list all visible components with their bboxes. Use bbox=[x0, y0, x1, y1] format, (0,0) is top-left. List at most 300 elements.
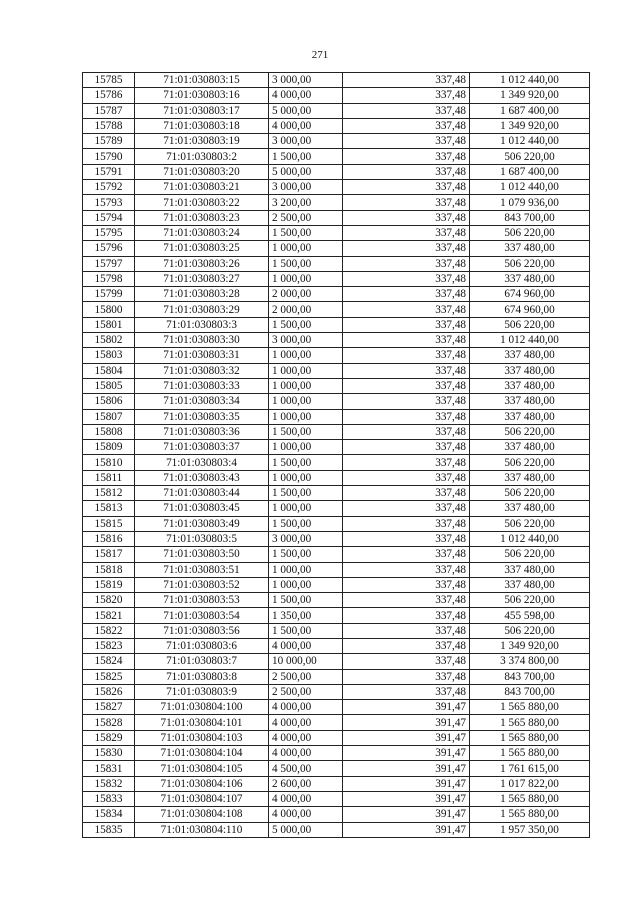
row-number-cell: 15798 bbox=[83, 271, 135, 286]
area-cell: 1 500,00 bbox=[269, 256, 343, 271]
cadastral-number-cell: 71:01:030803:22 bbox=[135, 195, 269, 210]
total-value-cell: 843 700,00 bbox=[470, 669, 590, 684]
unit-price-cell: 391,47 bbox=[343, 715, 470, 730]
total-value-cell: 1 565 880,00 bbox=[470, 700, 590, 715]
cadastral-number-cell: 71:01:030803:45 bbox=[135, 501, 269, 516]
area-cell: 3 000,00 bbox=[269, 73, 343, 88]
total-value-cell: 506 220,00 bbox=[470, 516, 590, 531]
row-number-cell: 15826 bbox=[83, 684, 135, 699]
table-row bbox=[83, 654, 590, 669]
unit-price-cell: 337,48 bbox=[343, 669, 470, 684]
table-row bbox=[83, 256, 590, 271]
area-cell: 1 500,00 bbox=[269, 455, 343, 470]
unit-price-cell: 337,48 bbox=[343, 577, 470, 592]
area-cell: 1 500,00 bbox=[269, 486, 343, 501]
area-cell: 1 500,00 bbox=[269, 317, 343, 332]
cadastral-number-cell: 71:01:030803:4 bbox=[135, 455, 269, 470]
unit-price-cell: 337,48 bbox=[343, 225, 470, 240]
total-value-cell: 337 480,00 bbox=[470, 241, 590, 256]
row-number-cell: 15818 bbox=[83, 562, 135, 577]
area-cell: 3 000,00 bbox=[269, 333, 343, 348]
area-cell: 1 350,00 bbox=[269, 608, 343, 623]
area-cell: 4 000,00 bbox=[269, 715, 343, 730]
area-cell: 4 000,00 bbox=[269, 730, 343, 745]
total-value-cell: 337 480,00 bbox=[470, 348, 590, 363]
row-number-cell: 15785 bbox=[83, 73, 135, 88]
total-value-cell: 506 220,00 bbox=[470, 486, 590, 501]
table-row bbox=[83, 822, 590, 837]
total-value-cell: 1 957 350,00 bbox=[470, 822, 590, 837]
row-number-cell: 15816 bbox=[83, 531, 135, 546]
row-number-cell: 15792 bbox=[83, 180, 135, 195]
total-value-cell: 337 480,00 bbox=[470, 271, 590, 286]
table-row bbox=[83, 195, 590, 210]
table-row bbox=[83, 348, 590, 363]
total-value-cell: 1 687 400,00 bbox=[470, 164, 590, 179]
unit-price-cell: 337,48 bbox=[343, 486, 470, 501]
total-value-cell: 337 480,00 bbox=[470, 501, 590, 516]
cadastral-number-cell: 71:01:030803:35 bbox=[135, 409, 269, 424]
cadastral-number-cell: 71:01:030804:108 bbox=[135, 807, 269, 822]
unit-price-cell: 337,48 bbox=[343, 287, 470, 302]
cadastral-number-cell: 71:01:030803:9 bbox=[135, 684, 269, 699]
unit-price-cell: 337,48 bbox=[343, 424, 470, 439]
table-row bbox=[83, 149, 590, 164]
row-number-cell: 15790 bbox=[83, 149, 135, 164]
total-value-cell: 1 565 880,00 bbox=[470, 715, 590, 730]
unit-price-cell: 391,47 bbox=[343, 761, 470, 776]
area-cell: 3 000,00 bbox=[269, 531, 343, 546]
area-cell: 1 000,00 bbox=[269, 241, 343, 256]
cadastral-number-cell: 71:01:030803:56 bbox=[135, 623, 269, 638]
unit-price-cell: 391,47 bbox=[343, 791, 470, 806]
total-value-cell: 843 700,00 bbox=[470, 210, 590, 225]
table-row bbox=[83, 791, 590, 806]
table-row bbox=[83, 562, 590, 577]
unit-price-cell: 391,47 bbox=[343, 776, 470, 791]
total-value-cell: 506 220,00 bbox=[470, 317, 590, 332]
area-cell: 4 000,00 bbox=[269, 791, 343, 806]
unit-price-cell: 391,47 bbox=[343, 822, 470, 837]
table-row bbox=[83, 409, 590, 424]
cadastral-number-cell: 71:01:030803:23 bbox=[135, 210, 269, 225]
area-cell: 1 000,00 bbox=[269, 440, 343, 455]
row-number-cell: 15807 bbox=[83, 409, 135, 424]
total-value-cell: 1 761 615,00 bbox=[470, 761, 590, 776]
cadastral-number-cell: 71:01:030803:28 bbox=[135, 287, 269, 302]
area-cell: 1 000,00 bbox=[269, 409, 343, 424]
table-row bbox=[83, 271, 590, 286]
total-value-cell: 506 220,00 bbox=[470, 149, 590, 164]
table-row bbox=[83, 394, 590, 409]
area-cell: 4 000,00 bbox=[269, 746, 343, 761]
unit-price-cell: 337,48 bbox=[343, 271, 470, 286]
table-row bbox=[83, 210, 590, 225]
unit-price-cell: 337,48 bbox=[343, 608, 470, 623]
row-number-cell: 15794 bbox=[83, 210, 135, 225]
total-value-cell: 337 480,00 bbox=[470, 409, 590, 424]
unit-price-cell: 337,48 bbox=[343, 531, 470, 546]
table-row bbox=[83, 88, 590, 103]
unit-price-cell: 337,48 bbox=[343, 118, 470, 133]
total-value-cell: 1 565 880,00 bbox=[470, 746, 590, 761]
total-value-cell: 1 012 440,00 bbox=[470, 180, 590, 195]
unit-price-cell: 337,48 bbox=[343, 256, 470, 271]
table-row bbox=[83, 363, 590, 378]
area-cell: 1 000,00 bbox=[269, 577, 343, 592]
total-value-cell: 1 565 880,00 bbox=[470, 807, 590, 822]
cadastral-number-cell: 71:01:030803:21 bbox=[135, 180, 269, 195]
total-value-cell: 1 349 920,00 bbox=[470, 88, 590, 103]
row-number-cell: 15821 bbox=[83, 608, 135, 623]
page-number: 271 bbox=[311, 49, 329, 61]
cadastral-number-cell: 71:01:030803:31 bbox=[135, 348, 269, 363]
area-cell: 1 500,00 bbox=[269, 516, 343, 531]
cadastral-number-cell: 71:01:030803:2 bbox=[135, 149, 269, 164]
table-row bbox=[83, 501, 590, 516]
area-cell: 2 500,00 bbox=[269, 684, 343, 699]
row-number-cell: 15810 bbox=[83, 455, 135, 470]
unit-price-cell: 337,48 bbox=[343, 654, 470, 669]
cadastral-number-cell: 71:01:030804:104 bbox=[135, 746, 269, 761]
table-row bbox=[83, 103, 590, 118]
area-cell: 1 500,00 bbox=[269, 623, 343, 638]
total-value-cell: 1 012 440,00 bbox=[470, 333, 590, 348]
cadastral-number-cell: 71:01:030804:106 bbox=[135, 776, 269, 791]
table-row bbox=[83, 378, 590, 393]
table-row bbox=[83, 118, 590, 133]
cadastral-number-cell: 71:01:030803:32 bbox=[135, 363, 269, 378]
area-cell: 1 000,00 bbox=[269, 348, 343, 363]
area-cell: 4 000,00 bbox=[269, 118, 343, 133]
row-number-cell: 15787 bbox=[83, 103, 135, 118]
area-cell: 3 000,00 bbox=[269, 180, 343, 195]
table-row bbox=[83, 333, 590, 348]
row-number-cell: 15812 bbox=[83, 486, 135, 501]
cadastral-number-cell: 71:01:030803:15 bbox=[135, 73, 269, 88]
table-row bbox=[83, 593, 590, 608]
row-number-cell: 15799 bbox=[83, 287, 135, 302]
cadastral-number-cell: 71:01:030804:103 bbox=[135, 730, 269, 745]
cadastral-number-cell: 71:01:030803:29 bbox=[135, 302, 269, 317]
row-number-cell: 15802 bbox=[83, 333, 135, 348]
table-row bbox=[83, 516, 590, 531]
area-cell: 5 000,00 bbox=[269, 822, 343, 837]
unit-price-cell: 337,48 bbox=[343, 88, 470, 103]
unit-price-cell: 337,48 bbox=[343, 210, 470, 225]
total-value-cell: 337 480,00 bbox=[470, 440, 590, 455]
area-cell: 1 500,00 bbox=[269, 149, 343, 164]
cadastral-number-cell: 71:01:030803:6 bbox=[135, 638, 269, 653]
table-row bbox=[83, 730, 590, 745]
unit-price-cell: 337,48 bbox=[343, 164, 470, 179]
area-cell: 2 500,00 bbox=[269, 669, 343, 684]
cadastral-number-cell: 71:01:030803:3 bbox=[135, 317, 269, 332]
unit-price-cell: 337,48 bbox=[343, 409, 470, 424]
cadastral-number-cell: 71:01:030803:26 bbox=[135, 256, 269, 271]
table-row bbox=[83, 547, 590, 562]
unit-price-cell: 337,48 bbox=[343, 547, 470, 562]
total-value-cell: 337 480,00 bbox=[470, 394, 590, 409]
unit-price-cell: 337,48 bbox=[343, 333, 470, 348]
unit-price-cell: 337,48 bbox=[343, 638, 470, 653]
row-number-cell: 15817 bbox=[83, 547, 135, 562]
row-number-cell: 15793 bbox=[83, 195, 135, 210]
row-number-cell: 15830 bbox=[83, 746, 135, 761]
total-value-cell: 506 220,00 bbox=[470, 455, 590, 470]
row-number-cell: 15786 bbox=[83, 88, 135, 103]
area-cell: 4 500,00 bbox=[269, 761, 343, 776]
unit-price-cell: 337,48 bbox=[343, 394, 470, 409]
total-value-cell: 337 480,00 bbox=[470, 470, 590, 485]
table-row bbox=[83, 73, 590, 88]
unit-price-cell: 391,47 bbox=[343, 700, 470, 715]
cadastral-number-cell: 71:01:030803:54 bbox=[135, 608, 269, 623]
table-row bbox=[83, 807, 590, 822]
cadastral-number-cell: 71:01:030803:44 bbox=[135, 486, 269, 501]
total-value-cell: 1 012 440,00 bbox=[470, 531, 590, 546]
unit-price-cell: 337,48 bbox=[343, 684, 470, 699]
total-value-cell: 1 012 440,00 bbox=[470, 73, 590, 88]
row-number-cell: 15811 bbox=[83, 470, 135, 485]
unit-price-cell: 337,48 bbox=[343, 623, 470, 638]
table-row bbox=[83, 440, 590, 455]
cadastral-number-cell: 71:01:030804:110 bbox=[135, 822, 269, 837]
cadastral-number-cell: 71:01:030803:5 bbox=[135, 531, 269, 546]
total-value-cell: 506 220,00 bbox=[470, 424, 590, 439]
row-number-cell: 15823 bbox=[83, 638, 135, 653]
row-number-cell: 15800 bbox=[83, 302, 135, 317]
total-value-cell: 506 220,00 bbox=[470, 593, 590, 608]
table-row bbox=[83, 638, 590, 653]
table-row bbox=[83, 700, 590, 715]
total-value-cell: 506 220,00 bbox=[470, 256, 590, 271]
unit-price-cell: 337,48 bbox=[343, 134, 470, 149]
total-value-cell: 1 349 920,00 bbox=[470, 118, 590, 133]
total-value-cell: 337 480,00 bbox=[470, 363, 590, 378]
unit-price-cell: 337,48 bbox=[343, 470, 470, 485]
row-number-cell: 15803 bbox=[83, 348, 135, 363]
table-row bbox=[83, 776, 590, 791]
row-number-cell: 15815 bbox=[83, 516, 135, 531]
unit-price-cell: 337,48 bbox=[343, 378, 470, 393]
table-row bbox=[83, 302, 590, 317]
unit-price-cell: 337,48 bbox=[343, 195, 470, 210]
table-row bbox=[83, 486, 590, 501]
row-number-cell: 15832 bbox=[83, 776, 135, 791]
table-row bbox=[83, 715, 590, 730]
area-cell: 5 000,00 bbox=[269, 103, 343, 118]
area-cell: 1 000,00 bbox=[269, 562, 343, 577]
row-number-cell: 15805 bbox=[83, 378, 135, 393]
total-value-cell: 337 480,00 bbox=[470, 378, 590, 393]
row-number-cell: 15813 bbox=[83, 501, 135, 516]
row-number-cell: 15827 bbox=[83, 700, 135, 715]
area-cell: 1 000,00 bbox=[269, 501, 343, 516]
cadastral-number-cell: 71:01:030803:17 bbox=[135, 103, 269, 118]
unit-price-cell: 337,48 bbox=[343, 317, 470, 332]
cadastral-number-cell: 71:01:030803:49 bbox=[135, 516, 269, 531]
cadastral-number-cell: 71:01:030803:53 bbox=[135, 593, 269, 608]
unit-price-cell: 337,48 bbox=[343, 455, 470, 470]
row-number-cell: 15834 bbox=[83, 807, 135, 822]
total-value-cell: 337 480,00 bbox=[470, 562, 590, 577]
unit-price-cell: 337,48 bbox=[343, 149, 470, 164]
area-cell: 2 000,00 bbox=[269, 302, 343, 317]
unit-price-cell: 337,48 bbox=[343, 103, 470, 118]
total-value-cell: 1 017 822,00 bbox=[470, 776, 590, 791]
row-number-cell: 15819 bbox=[83, 577, 135, 592]
cadastral-number-cell: 71:01:030804:100 bbox=[135, 700, 269, 715]
cadastral-number-cell: 71:01:030803:52 bbox=[135, 577, 269, 592]
cadastral-number-cell: 71:01:030803:36 bbox=[135, 424, 269, 439]
cadastral-value-table bbox=[82, 72, 590, 838]
cadastral-number-cell: 71:01:030803:18 bbox=[135, 118, 269, 133]
table-row bbox=[83, 424, 590, 439]
area-cell: 1 000,00 bbox=[269, 394, 343, 409]
row-number-cell: 15828 bbox=[83, 715, 135, 730]
row-number-cell: 15822 bbox=[83, 623, 135, 638]
cadastral-number-cell: 71:01:030804:105 bbox=[135, 761, 269, 776]
cadastral-number-cell: 71:01:030803:24 bbox=[135, 225, 269, 240]
cadastral-number-cell: 71:01:030803:43 bbox=[135, 470, 269, 485]
unit-price-cell: 391,47 bbox=[343, 730, 470, 745]
area-cell: 1 500,00 bbox=[269, 225, 343, 240]
cadastral-number-cell: 71:01:030803:30 bbox=[135, 333, 269, 348]
row-number-cell: 15829 bbox=[83, 730, 135, 745]
table-row bbox=[83, 684, 590, 699]
total-value-cell: 1 079 936,00 bbox=[470, 195, 590, 210]
table-row bbox=[83, 669, 590, 684]
area-cell: 1 500,00 bbox=[269, 547, 343, 562]
cadastral-number-cell: 71:01:030803:33 bbox=[135, 378, 269, 393]
total-value-cell: 1 565 880,00 bbox=[470, 791, 590, 806]
area-cell: 4 000,00 bbox=[269, 88, 343, 103]
cadastral-number-cell: 71:01:030804:107 bbox=[135, 791, 269, 806]
unit-price-cell: 337,48 bbox=[343, 516, 470, 531]
unit-price-cell: 337,48 bbox=[343, 501, 470, 516]
total-value-cell: 506 220,00 bbox=[470, 623, 590, 638]
cadastral-number-cell: 71:01:030804:101 bbox=[135, 715, 269, 730]
area-cell: 1 500,00 bbox=[269, 593, 343, 608]
table-row bbox=[83, 470, 590, 485]
unit-price-cell: 337,48 bbox=[343, 302, 470, 317]
total-value-cell: 1 687 400,00 bbox=[470, 103, 590, 118]
area-cell: 1 000,00 bbox=[269, 378, 343, 393]
total-value-cell: 455 598,00 bbox=[470, 608, 590, 623]
table-row bbox=[83, 455, 590, 470]
unit-price-cell: 337,48 bbox=[343, 593, 470, 608]
area-cell: 3 000,00 bbox=[269, 134, 343, 149]
row-number-cell: 15806 bbox=[83, 394, 135, 409]
row-number-cell: 15791 bbox=[83, 164, 135, 179]
row-number-cell: 15824 bbox=[83, 654, 135, 669]
total-value-cell: 674 960,00 bbox=[470, 302, 590, 317]
row-number-cell: 15796 bbox=[83, 241, 135, 256]
area-cell: 2 500,00 bbox=[269, 210, 343, 225]
row-number-cell: 15788 bbox=[83, 118, 135, 133]
table-row bbox=[83, 225, 590, 240]
unit-price-cell: 391,47 bbox=[343, 807, 470, 822]
total-value-cell: 1 565 880,00 bbox=[470, 730, 590, 745]
row-number-cell: 15795 bbox=[83, 225, 135, 240]
unit-price-cell: 337,48 bbox=[343, 241, 470, 256]
total-value-cell: 337 480,00 bbox=[470, 577, 590, 592]
table-row bbox=[83, 287, 590, 302]
area-cell: 10 000,00 bbox=[269, 654, 343, 669]
total-value-cell: 843 700,00 bbox=[470, 684, 590, 699]
unit-price-cell: 337,48 bbox=[343, 440, 470, 455]
total-value-cell: 674 960,00 bbox=[470, 287, 590, 302]
area-cell: 4 000,00 bbox=[269, 638, 343, 653]
total-value-cell: 1 349 920,00 bbox=[470, 638, 590, 653]
table-row bbox=[83, 317, 590, 332]
area-cell: 4 000,00 bbox=[269, 700, 343, 715]
area-cell: 1 500,00 bbox=[269, 424, 343, 439]
cadastral-number-cell: 71:01:030803:34 bbox=[135, 394, 269, 409]
unit-price-cell: 391,47 bbox=[343, 746, 470, 761]
unit-price-cell: 337,48 bbox=[343, 363, 470, 378]
cadastral-number-cell: 71:01:030803:8 bbox=[135, 669, 269, 684]
row-number-cell: 15797 bbox=[83, 256, 135, 271]
table-row bbox=[83, 746, 590, 761]
cadastral-number-cell: 71:01:030803:20 bbox=[135, 164, 269, 179]
area-cell: 5 000,00 bbox=[269, 164, 343, 179]
row-number-cell: 15833 bbox=[83, 791, 135, 806]
row-number-cell: 15825 bbox=[83, 669, 135, 684]
row-number-cell: 15820 bbox=[83, 593, 135, 608]
total-value-cell: 1 012 440,00 bbox=[470, 134, 590, 149]
unit-price-cell: 337,48 bbox=[343, 73, 470, 88]
area-cell: 2 000,00 bbox=[269, 287, 343, 302]
table-row bbox=[83, 623, 590, 638]
area-cell: 2 600,00 bbox=[269, 776, 343, 791]
table-row bbox=[83, 241, 590, 256]
table-row bbox=[83, 164, 590, 179]
total-value-cell: 506 220,00 bbox=[470, 547, 590, 562]
table-row bbox=[83, 577, 590, 592]
table-body bbox=[83, 73, 590, 838]
row-number-cell: 15809 bbox=[83, 440, 135, 455]
table-row bbox=[83, 180, 590, 195]
table-row bbox=[83, 531, 590, 546]
cadastral-number-cell: 71:01:030803:19 bbox=[135, 134, 269, 149]
row-number-cell: 15831 bbox=[83, 761, 135, 776]
row-number-cell: 15835 bbox=[83, 822, 135, 837]
cadastral-number-cell: 71:01:030803:16 bbox=[135, 88, 269, 103]
cadastral-number-cell: 71:01:030803:7 bbox=[135, 654, 269, 669]
area-cell: 1 000,00 bbox=[269, 363, 343, 378]
cadastral-number-cell: 71:01:030803:50 bbox=[135, 547, 269, 562]
area-cell: 4 000,00 bbox=[269, 807, 343, 822]
total-value-cell: 3 374 800,00 bbox=[470, 654, 590, 669]
table-row bbox=[83, 761, 590, 776]
unit-price-cell: 337,48 bbox=[343, 562, 470, 577]
area-cell: 3 200,00 bbox=[269, 195, 343, 210]
table-row bbox=[83, 134, 590, 149]
row-number-cell: 15804 bbox=[83, 363, 135, 378]
row-number-cell: 15801 bbox=[83, 317, 135, 332]
cadastral-number-cell: 71:01:030803:37 bbox=[135, 440, 269, 455]
area-cell: 1 000,00 bbox=[269, 271, 343, 286]
unit-price-cell: 337,48 bbox=[343, 348, 470, 363]
cadastral-number-cell: 71:01:030803:27 bbox=[135, 271, 269, 286]
row-number-cell: 15808 bbox=[83, 424, 135, 439]
unit-price-cell: 337,48 bbox=[343, 180, 470, 195]
area-cell: 1 000,00 bbox=[269, 470, 343, 485]
cadastral-number-cell: 71:01:030803:51 bbox=[135, 562, 269, 577]
total-value-cell: 506 220,00 bbox=[470, 225, 590, 240]
